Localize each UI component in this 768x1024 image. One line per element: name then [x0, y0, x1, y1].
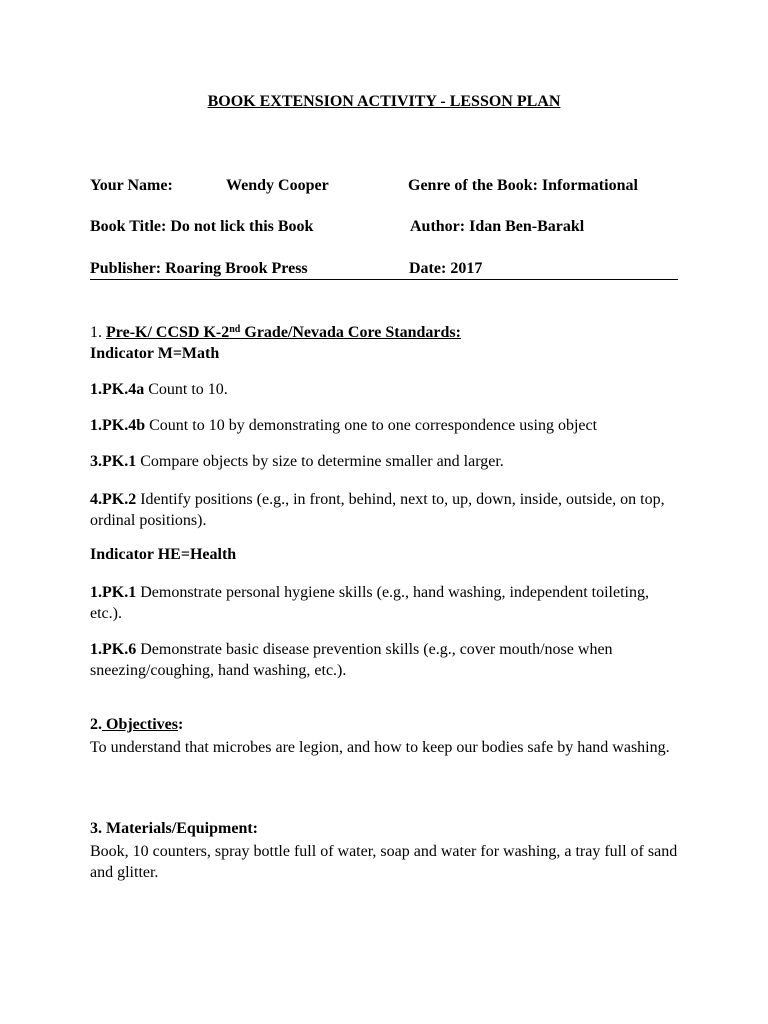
section2-heading-text: Objectives [102, 716, 178, 733]
section3-heading: 3. Materials/Equipment: [90, 820, 258, 837]
section1-heading-post: Grade/Nevada Core Standards: [240, 324, 461, 341]
standard-text: Compare objects by size to determine smaller and larger. [136, 453, 504, 470]
standard-item [90, 417, 597, 435]
standard-code: 1.PK.4a [90, 381, 145, 398]
author-field: Author: Idan Ben-Barakl [410, 218, 585, 235]
standard-item [90, 381, 228, 399]
standard-code: 1.PK.6 [90, 641, 137, 658]
standard-item [90, 453, 504, 471]
materials-body: Book, 10 counters, spray bottle full of water, soap and water for washing, a tray full of sand and glitter. [90, 843, 678, 881]
standard-item [90, 489, 680, 531]
standard-item [90, 582, 680, 624]
section2-number: 2. [90, 716, 102, 733]
section1-heading [90, 324, 461, 342]
standard-code: 1.PK.4b [90, 417, 146, 434]
objectives-body: To understand that microbes are legion, and how to keep our bodies safe by hand washing. [90, 739, 670, 756]
section1-heading-pre: Pre-K/ CCSD K-2 [106, 324, 230, 341]
section1-number: 1. [90, 324, 102, 341]
standard-code: 3.PK.1 [90, 453, 137, 470]
your-name-label: Your Name: [90, 177, 173, 194]
standard-text: Count to 10. [144, 381, 228, 398]
section1-heading-sup: nd [229, 324, 241, 335]
book-title-field: Book Title: Do not lick this Book [90, 218, 314, 235]
genre-field: Genre of the Book: Informational [408, 177, 638, 194]
publisher-field: Publisher: Roaring Brook Press [90, 260, 308, 277]
standard-code: 1.PK.1 [90, 584, 137, 601]
section2-colon: : [177, 716, 184, 733]
standard-text: Count to 10 by demonstrating one to one correspondence using object [145, 417, 598, 434]
indicator-math: Indicator M=Math [90, 345, 220, 362]
standard-text: Demonstrate basic disease prevention skills (e.g., cover mouth/nose when sneezing/coughing, hand washing, etc.). [90, 641, 613, 679]
standard-text: Identify positions (e.g., in front, behind, next to, up, down, inside, outside, on top, ordinal positions). [90, 491, 665, 529]
your-name-value: Wendy Cooper [226, 177, 329, 194]
standard-item [90, 639, 680, 681]
standard-code: 4.PK.2 [90, 491, 137, 508]
indicator-health: Indicator HE=Health [90, 546, 237, 563]
header-divider [90, 279, 678, 280]
standard-text: Demonstrate personal hygiene skills (e.g., hand washing, independent toileting, etc.). [90, 584, 649, 622]
page-title: BOOK EXTENSION ACTIVITY - LESSON PLAN [207, 93, 561, 110]
date-field: Date: 2017 [409, 260, 483, 277]
section2-heading [90, 716, 183, 734]
